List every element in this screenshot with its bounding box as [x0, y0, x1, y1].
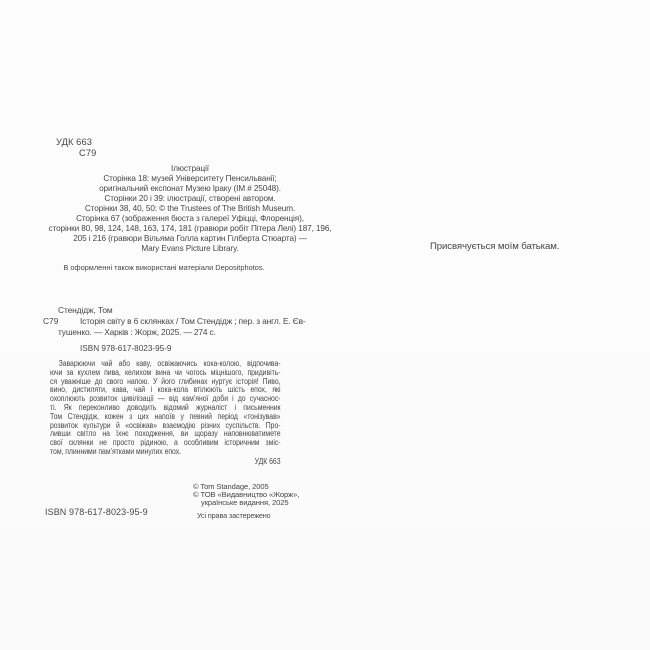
illustration-credit-line: оригінальний експонат Музею Іраку (ІМ # 25048). — [99, 184, 281, 193]
illustration-credit-line: сторінки 80, 98, 124, 148, 163, 174, 181 (гравюри робіт Пітера Лелі) 187, 196, — [48, 224, 332, 233]
copyright-block — [193, 483, 299, 508]
annotation-line: охоплюють розвиток цивілізації — від кам’яної доби і до сучаснос- — [50, 394, 281, 404]
annotation-line: том, плинними пам’ятками минулих епох. — [50, 446, 182, 456]
catalog-card-description: Історія світу в 6 склянках / Том Стендідж ; пер. з англ. Е. Єв- — [80, 316, 306, 326]
illustration-credits-heading: Ілюстрації — [171, 164, 209, 173]
annotation-paragraph — [50, 360, 280, 467]
copyright-original: © Tom Standage, 2005 — [193, 482, 269, 491]
catalog-card-index: С79 — [43, 316, 59, 326]
annotation-line: ючи за кухлем пива, келихом вина чи чогось міцнішого, придивіть- — [50, 367, 281, 377]
annotation-line: свої склянки не просто рідиною, а особливим історичним зміс- — [50, 438, 281, 448]
rights-notice: Усі права застережено — [197, 511, 271, 520]
annotation-line: ті. Як переконливо доводить відомий журналіст і письменник — [50, 402, 281, 412]
dedication-text: Присвячується моїм батькам. — [430, 241, 560, 252]
annotation-line: ливши світло на їхнє походження, ви щоразу наповнюватимете — [50, 429, 281, 439]
udc-number: УДК 663 — [56, 137, 92, 147]
isbn-bottom: ISBN 978-617-8023-95-9 — [45, 507, 148, 517]
isbn-card: ISBN 978-617-8023-95-9 — [80, 344, 172, 353]
annotation-line: ся уважніше до свого напою. У його глибинах нуртує історія! Пиво, — [50, 376, 281, 386]
illustration-credit-line: Сторінки 38, 40, 50: © the Trustees of The British Museum. — [84, 204, 296, 213]
author-sign-index: С79 — [79, 147, 97, 158]
illustration-credits — [25, 164, 355, 254]
annotation-line: вино, дистиляти, кава, чай і кока-кола втілюють шість епох, які — [50, 385, 281, 395]
annotation-line: Том Стендідж, кожен з цих напоїв у певний період «тонізував» — [50, 411, 281, 421]
annotation-line: Заварюючи чай або каву, освіжаючись кока-колою, відпочива- — [58, 359, 281, 368]
copyright-publisher: © ТОВ «Видавництво «Жорж», — [193, 490, 300, 500]
catalog-card-description-continued: тушенко. — Харків : Жорж, 2025. — 274 с. — [58, 327, 216, 337]
illustration-credit-line: 205 і 216 (гравюри Вільяма Голла картин Гілберта Стюарта) — — [73, 234, 307, 243]
annotation-line: розвиток культури й «освіжав» взаємодію різних суспільств. Про- — [50, 420, 281, 430]
udc-classification — [56, 137, 96, 159]
illustration-credit-line: Сторінки 20 і 39: ілюстрації, створені автором. — [104, 194, 276, 203]
catalog-card-author: Стендідж, Том — [58, 305, 113, 315]
design-materials-credit: В оформленні також використані матеріали Depositphotos. — [63, 263, 265, 272]
udc-footer: УДК 663 — [254, 456, 281, 466]
illustration-credit-line: Mary Evans Picture Library. — [141, 244, 239, 253]
illustration-credit-line: Сторінка 18: музей Університету Пенсильванії; — [103, 174, 277, 183]
illustration-credit-line: Сторінка 67 (зображення бюста з галереї Уфіцці, Флоренція), — [76, 214, 304, 223]
copyright-edition: українське видання, 2025 — [201, 498, 289, 508]
